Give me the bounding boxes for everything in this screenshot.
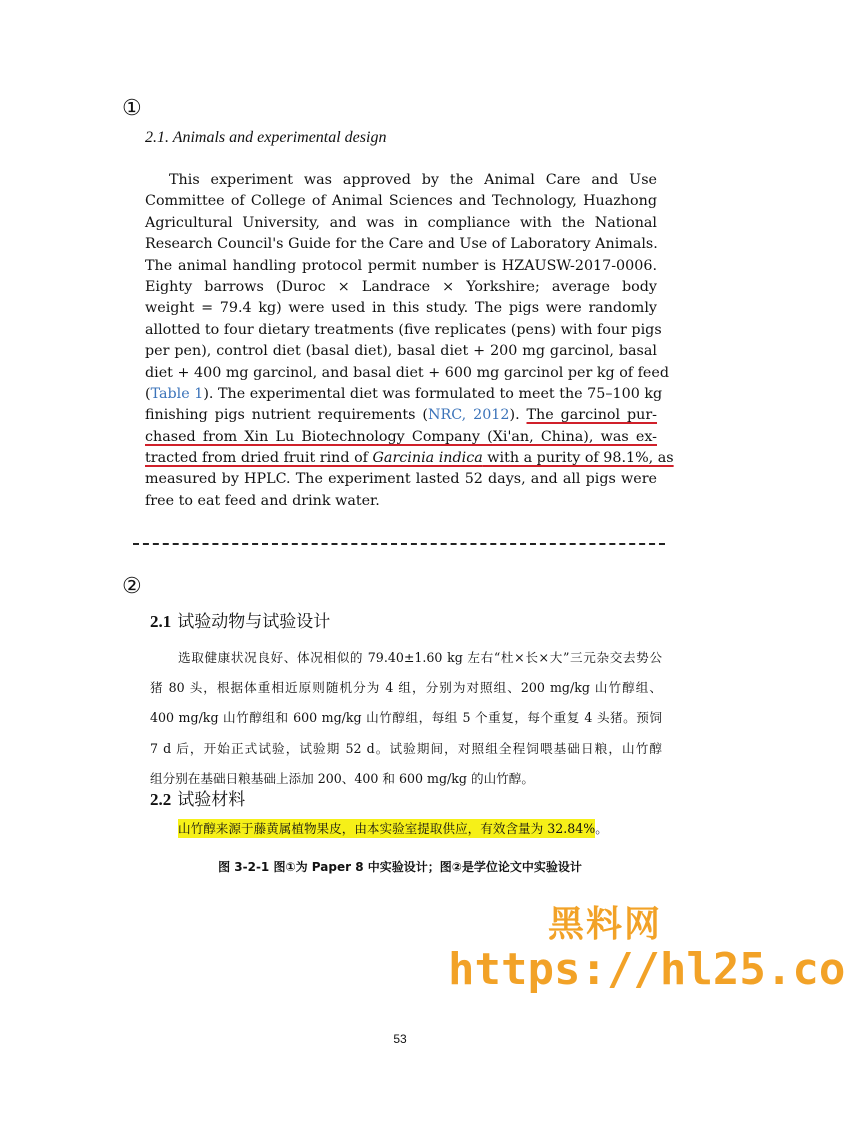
page-number: 53 xyxy=(393,1032,407,1046)
underlined-sentence: The garcinol pur- xyxy=(526,407,658,424)
english-line: per pen), control diet (basal diet), basal diet + 200 mg garcinol, basal xyxy=(145,343,657,360)
table-1-link[interactable]: Table 1 xyxy=(150,385,204,402)
english-paragraph xyxy=(145,170,674,512)
underlined-sentence: chased from Xin Lu Biotechnology Company (Xi'an, China), was ex- xyxy=(145,428,657,445)
english-line: Research Council's Guide for the Care and Use of Laboratory Animals. xyxy=(145,236,658,253)
chinese-line: 选取健康状况良好、体况相似的 79.40±1.60 kg 左右“杜×长×大”三元杂交去势公 xyxy=(178,650,662,665)
english-line xyxy=(145,427,657,448)
english-line xyxy=(145,448,674,469)
chinese-line: 400 mg/kg 山竹醇组和 600 mg/kg 山竹醇组，每组 5 个重复，每个重复 4 头猪。预饲 xyxy=(150,710,662,726)
english-line: (Table 1). The experimental diet was formulated to meet the 75–100 kg xyxy=(145,385,663,402)
watermark-url: https://hl25.co xyxy=(448,944,845,995)
english-line: The animal handling protocol permit number is HZAUSW-2017-0006. xyxy=(145,257,657,274)
english-line: This experiment was approved by the Animal Care and Use xyxy=(169,172,657,188)
dashed-divider xyxy=(133,543,665,545)
highlighted-sentence: 山竹醇来源于藤黄属植物果皮，由本实验室提取供应，有效含量为 32.84% xyxy=(178,821,596,836)
highlighted-sentence-line: 山竹醇来源于藤黄属植物果皮，由本实验室提取供应，有效含量为 32.84%。 xyxy=(178,821,608,836)
english-line: weight = 79.4 kg) were used in this study. The pigs were randomly xyxy=(145,300,657,317)
chinese-heading-2-1: 2.1 试验动物与试验设计 xyxy=(150,612,331,632)
chinese-line: 猪 80 头，根据体重相近原则随机分为 4 组，分别为对照组、200 mg/kg 山竹醇组、 xyxy=(150,680,662,696)
english-line: allotted to four dietary treatments (five replicates (pens) with four pigs xyxy=(145,321,662,338)
english-heading: 2.1. Animals and experimental design xyxy=(145,129,387,146)
underlined-sentence: tracted from dried fruit rind of Garcinia indica with a purity of 98.1%, as xyxy=(145,450,674,467)
english-line: measured by HPLC. The experiment lasted 52 days, and all pigs were xyxy=(145,471,657,488)
chinese-line: 7 d 后，开始正式试验，试验期 52 d。试验期间，对照组全程饲喂基础日粮，山竹醇 xyxy=(150,740,662,756)
watermark-text: 黑料网 xyxy=(548,904,663,945)
english-line: free to eat feed and drink water. xyxy=(145,492,380,509)
chinese-paragraph xyxy=(150,643,662,794)
english-line: Committee of College of Animal Sciences and Technology, Huazhong xyxy=(145,193,657,210)
nrc-2012-link[interactable]: NRC, 2012 xyxy=(427,407,510,424)
figure-caption: 图 3-2-1 图①为 Paper 8 中实验设计；图②是学位论文中实验设计 xyxy=(218,860,582,874)
section-marker-2: ② xyxy=(122,574,142,599)
section-marker-1: ① xyxy=(122,96,142,121)
english-line: finishing pigs nutrient requirements (NRC, 2012). The garcinol pur- xyxy=(145,407,658,424)
english-line: Eighty barrows (Duroc × Landrace × Yorkshire; average body xyxy=(145,278,657,295)
chinese-heading-2-2: 2.2 试验材料 xyxy=(150,790,246,810)
chinese-line: 组分别在基础日粮基础上添加 200、400 和 600 mg/kg 的山竹醇。 xyxy=(150,770,534,786)
english-line: Agricultural University, and was in compliance with the National xyxy=(145,214,657,231)
english-line: diet + 400 mg garcinol, and basal diet + 600 mg garcinol per kg of feed xyxy=(145,364,670,381)
